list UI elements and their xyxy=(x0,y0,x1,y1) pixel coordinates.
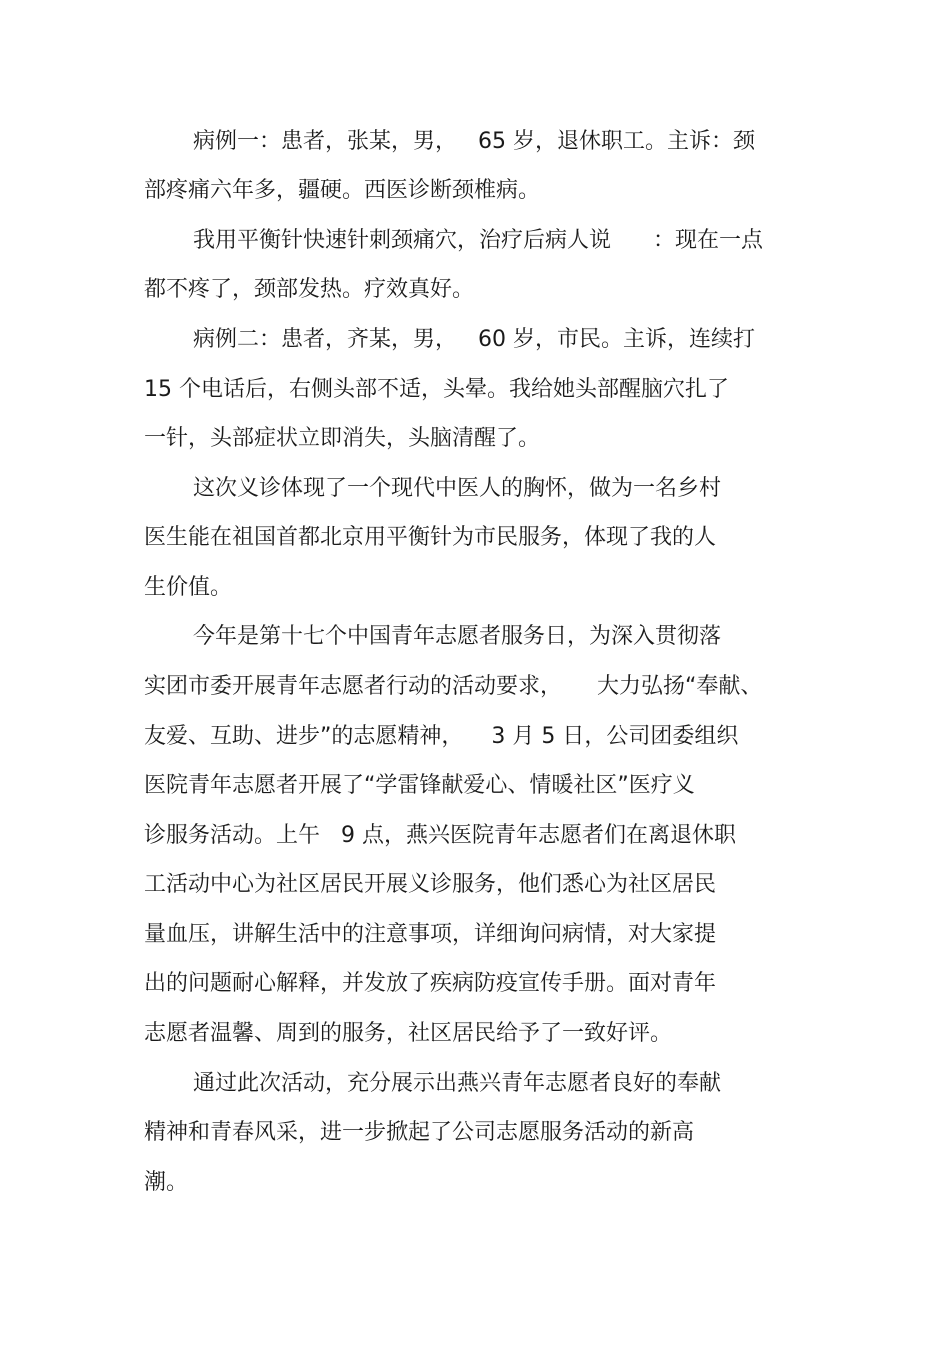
text-line: 量血压，讲解生活中的注意事项，详细询问病情，对大家提 xyxy=(144,922,717,947)
text-line: 这次义诊体现了一个现代中医人的胸怀，做为一名乡村 xyxy=(193,476,722,501)
text-line: 友爱、互助、进步”的志愿精神， 3 月 5 日，公司团委组织 xyxy=(144,724,739,749)
text-line: 医生能在祖国首都北京用平衡针为市民服务，体现了我的人 xyxy=(144,525,717,550)
text-line: 今年是第十七个中国青年志愿者服务日，为深入贯彻落 xyxy=(193,624,722,649)
text-line: 通过此次活动，充分展示出燕兴青年志愿者良好的奉献 xyxy=(193,1071,722,1096)
text-line: 实团市委开展青年志愿者行动的活动要求， 大力弘扬“奉献、 xyxy=(144,674,763,699)
text-line: 精神和青春风采，进一步掀起了公司志愿服务活动的新高 xyxy=(144,1120,695,1145)
text-line: 潮。 xyxy=(144,1170,189,1195)
text-line: 部疼痛六年多，疆硬。西医诊断颈椎病。 xyxy=(144,178,541,203)
text-line: 病例一：患者，张某，男， 65 岁，退休职工。主诉：颈 xyxy=(193,129,755,154)
text-line: 志愿者温馨、周到的服务，社区居民给予了一致好评。 xyxy=(144,1021,673,1046)
text-line: 生价值。 xyxy=(144,575,233,600)
text-line: 诊服务活动。上午 9 点，燕兴医院青年志愿者们在离退休职 xyxy=(144,823,736,848)
text-line: 医院青年志愿者开展了“学雷锋献爱心、情暖社区”医疗义 xyxy=(144,773,695,798)
text-line: 一针，头部症状立即消失，头脑清醒了。 xyxy=(144,426,541,451)
text-line: 工活动中心为社区居民开展义诊服务，他们悉心为社区居民 xyxy=(144,872,717,897)
text-line: 都不疼了，颈部发热。疗效真好。 xyxy=(144,277,475,302)
text-line: 出的问题耐心解释，并发放了疾病防疫宣传手册。面对青年 xyxy=(144,971,717,996)
text-line: 15 个电话后，右侧头部不适，头晕。我给她头部醒脑穴扎了 xyxy=(144,377,729,402)
text-line: 病例二：患者，齐某，男， 60 岁，市民。主诉，连续打 xyxy=(193,327,755,352)
text-line: 我用平衡针快速针刺颈痛穴，治疗后病人说 ：现在一点 xyxy=(193,228,763,253)
